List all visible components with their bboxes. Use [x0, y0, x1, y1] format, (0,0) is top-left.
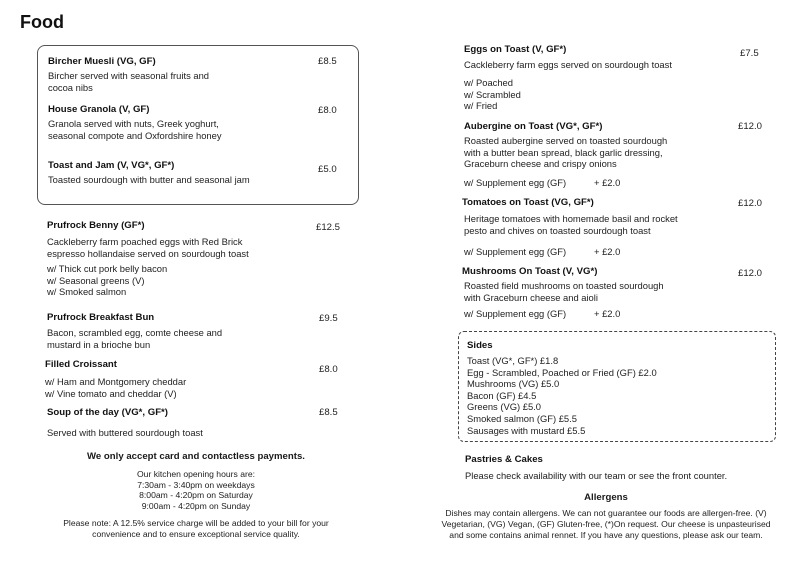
item-price-breakfast-bun: £9.5	[319, 313, 338, 324]
item-name-soup-of-the-day: Soup of the day (VG*, GF*)	[47, 407, 168, 418]
item-price-aubergine-on-toast: £12.0	[738, 121, 763, 132]
allergens-title: Allergens	[584, 492, 628, 503]
opening-hours: Our kitchen opening hours are: 7:30am - 3:40pm on weekdays 8:00am - 4:20pm on Saturday 9:00am - 4:20pm on Sunday	[137, 469, 255, 511]
side-item: Greens (VG) £5.0	[467, 401, 541, 413]
item-supplement-tomatoes: w/ Supplement egg (GF)	[464, 246, 567, 257]
side-item: Smoked salmon (GF) £5.5	[467, 412, 577, 424]
payments-note: We only accept card and contactless payments.	[87, 451, 305, 462]
item-options-prufrock-benny: w/ Thick cut pork belly bacon w/ Seasonal greens (V) w/ Smoked salmon	[47, 263, 168, 298]
item-price-tomatoes-on-toast: £12.0	[738, 198, 763, 209]
item-name-breakfast-bun: Prufrock Breakfast Bun	[47, 312, 155, 323]
allergens-text: Dishes may contain allergens. We can not guarantee our foods are allergen-free. (V) Vegetarian, (VG) Vegan, (GF) Gluten-free, (*)On request. Our cheese is unpasteurised and some contains animal rennet. If you have any questions, please ask our team.	[441, 508, 771, 540]
item-name-toast-and-jam: Toast and Jam (V, VG*, GF*)	[48, 160, 175, 171]
item-desc-tomatoes-on-toast: Heritage tomatoes with homemade basil and rocket pesto and chives on toasted sourdough toast	[464, 213, 678, 236]
item-desc-eggs-on-toast: Cackleberry farm eggs served on sourdough toast	[464, 59, 672, 70]
item-price-house-granola: £8.0	[318, 105, 337, 116]
side-item: Mushrooms (VG) £5.0	[467, 378, 560, 390]
item-price-soup-of-the-day: £8.5	[319, 407, 338, 418]
sides-title: Sides	[467, 340, 493, 351]
item-supplement-price-mushrooms: + £2.0	[594, 308, 621, 319]
item-name-house-granola: House Granola (V, GF)	[48, 104, 150, 115]
item-supplement-aubergine: w/ Supplement egg (GF)	[464, 177, 567, 188]
item-name-mushrooms-on-toast: Mushrooms On Toast (V, VG*)	[462, 266, 598, 277]
item-desc-breakfast-bun: Bacon, scrambled egg, comte cheese and mustard in a brioche bun	[47, 327, 223, 350]
service-charge-note: Please note: A 12.5% service charge will be added to your bill for your convenience and to ensure exceptional service quality.	[63, 518, 329, 539]
item-options-filled-croissant: w/ Ham and Montgomery cheddar w/ Vine tomato and cheddar (V)	[45, 376, 187, 399]
item-desc-prufrock-benny: Cackleberry farm poached eggs with Red Brick espresso hollandaise served on sourdough toast	[47, 236, 249, 259]
side-item: Egg - Scrambled, Poached or Fried (GF) £2.0	[467, 366, 657, 378]
item-supplement-mushrooms: w/ Supplement egg (GF)	[464, 308, 567, 319]
item-desc-bircher-muesli: Bircher served with seasonal fruits and cocoa nibs	[48, 70, 210, 93]
item-desc-aubergine-on-toast: Roasted aubergine served on toasted sourdough with a butter bean spread, black garlic dressing, Graceburn cheese and crispy onions	[464, 135, 668, 170]
side-item: Sausages with mustard £5.5	[467, 424, 586, 436]
item-name-tomatoes-on-toast: Tomatoes on Toast (VG, GF*)	[462, 197, 594, 208]
item-supplement-price-aubergine: + £2.0	[594, 177, 621, 188]
item-price-filled-croissant: £8.0	[319, 364, 338, 375]
item-desc-soup-of-the-day: Served with buttered sourdough toast	[47, 427, 203, 438]
item-desc-mushrooms-on-toast: Roasted field mushrooms on toasted sourdough with Graceburn cheese and aioli	[464, 280, 664, 303]
item-desc-house-granola: Granola served with nuts, Greek yoghurt, seasonal compote and Oxfordshire honey	[48, 118, 222, 141]
item-name-filled-croissant: Filled Croissant	[45, 359, 117, 370]
item-price-bircher-muesli: £8.5	[318, 56, 337, 67]
item-name-aubergine-on-toast: Aubergine on Toast (VG*, GF*)	[464, 121, 603, 132]
item-price-mushrooms-on-toast: £12.0	[738, 268, 763, 279]
item-name-prufrock-benny: Prufrock Benny (GF*)	[47, 220, 145, 231]
item-name-eggs-on-toast: Eggs on Toast (V, GF*)	[464, 44, 567, 55]
item-desc-toast-and-jam: Toasted sourdough with butter and seasonal jam	[48, 174, 250, 185]
pastries-title: Pastries & Cakes	[465, 454, 543, 465]
side-item: Bacon (GF) £4.5	[467, 389, 537, 401]
side-item: Toast (VG*, GF*) £1.8	[467, 355, 559, 366]
page-title: Food	[20, 12, 64, 32]
pastries-text: Please check availability with our team or see the front counter.	[465, 470, 728, 481]
sides-list	[467, 355, 657, 436]
item-price-eggs-on-toast: £7.5	[740, 48, 759, 59]
item-price-toast-and-jam: £5.0	[318, 164, 337, 175]
item-supplement-price-tomatoes: + £2.0	[594, 246, 621, 257]
item-price-prufrock-benny: £12.5	[316, 222, 341, 233]
item-name-bircher-muesli: Bircher Muesli (VG, GF)	[48, 56, 156, 67]
item-options-eggs-on-toast: w/ Poached w/ Scrambled w/ Fried	[464, 77, 521, 112]
